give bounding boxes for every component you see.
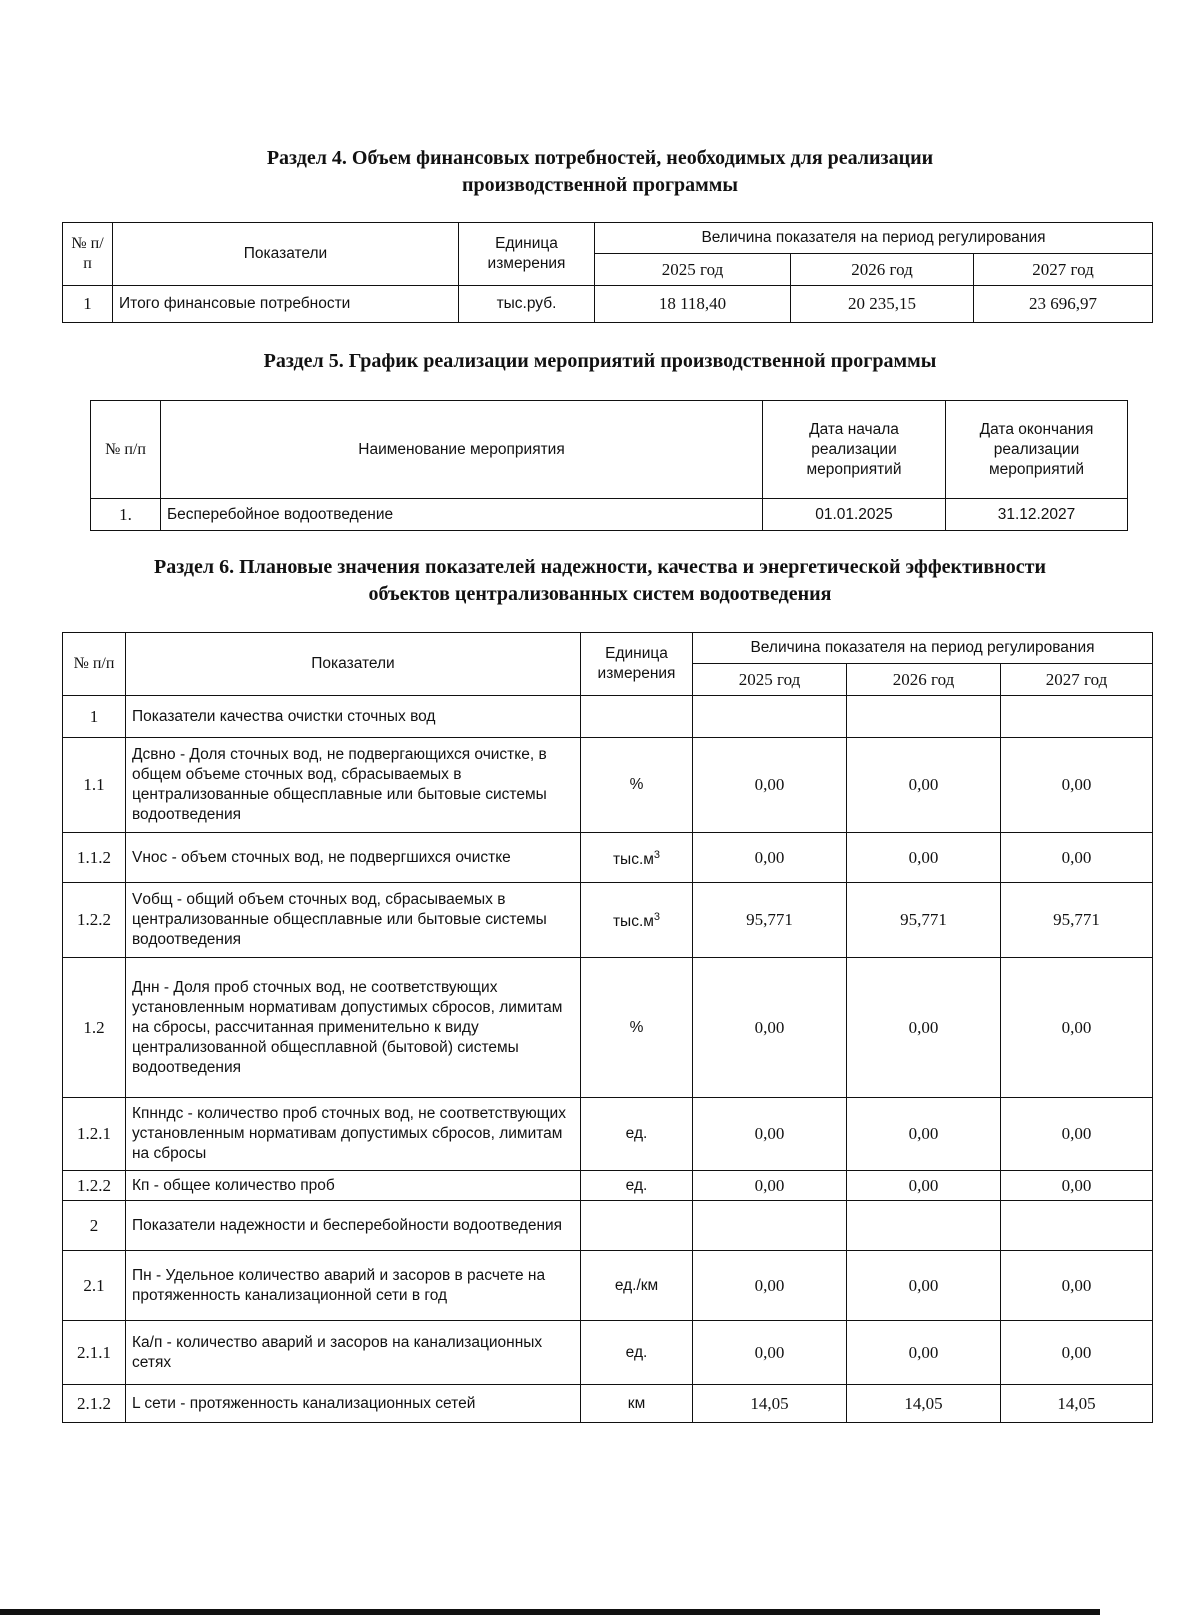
row-value: [693, 1171, 847, 1201]
row-value: [1001, 1251, 1153, 1321]
schedule-table: [90, 400, 1128, 531]
row-value: [847, 1201, 1001, 1251]
header-num: № п/п: [91, 401, 161, 499]
section5-title: Раздел 5. График реализации мероприятий производственной программы: [263, 350, 937, 372]
row-num-text: 2.1.2: [77, 1393, 111, 1413]
row-indicator: [126, 1201, 581, 1251]
row-num: [63, 833, 126, 883]
row-value-text: 0,00: [908, 1342, 939, 1362]
header-year: 2026 год: [847, 664, 1001, 696]
row-indicator-text: Vнос - объем сточных вод, не подвергшихся очистке: [132, 848, 511, 866]
row-unit: [581, 738, 693, 833]
financial-needs-table: [62, 222, 1153, 323]
row-name: Бесперебойное водоотведение: [161, 499, 763, 531]
row-value-text: 0,00: [754, 1017, 785, 1037]
row-value-text: 0,00: [754, 1175, 785, 1195]
row-value-text: 0,00: [908, 1124, 939, 1143]
table-row: [63, 958, 1153, 1098]
row-value: [693, 1321, 847, 1385]
table-row: [63, 1098, 1153, 1171]
row-value: [1001, 738, 1153, 833]
row-value-text: 0,00: [1061, 1017, 1092, 1037]
row-num-text: 1: [89, 706, 99, 726]
row-value: [847, 696, 1001, 738]
row-value: [693, 696, 847, 738]
table-row: [63, 883, 1153, 958]
section4-title-line2: производственной программы: [461, 174, 739, 196]
row-unit: тыс.руб.: [459, 286, 595, 323]
row-num: 1.: [91, 499, 161, 531]
row-value: [693, 1385, 847, 1423]
row-value: [1001, 1385, 1153, 1423]
table-row: [63, 833, 1153, 883]
row-value: [693, 738, 847, 833]
header-unit: Единица измерения: [459, 223, 595, 286]
row-value: [1001, 958, 1153, 1098]
row-value: 18 118,40: [595, 286, 791, 323]
row-value: [693, 833, 847, 883]
row-value: [847, 738, 1001, 833]
row-unit-text: тыс.м: [612, 913, 654, 931]
row-unit: [581, 1171, 693, 1201]
row-unit: [581, 1251, 693, 1321]
row-value-text: 0,00: [908, 1275, 939, 1295]
row-num-text: 2.1: [83, 1275, 105, 1295]
row-num: [63, 883, 126, 958]
row-indicator: [126, 1251, 581, 1321]
section6-title-line1: Раздел 6. Плановые значения показателей надежности, качества и энергетической эффективности: [154, 556, 1046, 578]
header-year: 2027 год: [974, 254, 1153, 286]
header-year: 2027 год: [1001, 664, 1153, 696]
row-indicator-text: Дсвно - Доля сточных вод, не подвергающихся очистке, в общем объеме сточных вод, сбрасываемых в централизованные общесплавные или бытовые системы водоотведения: [132, 746, 547, 823]
row-indicator-text: Показатели надежности и бесперебойности водоотведения: [132, 1216, 563, 1234]
row-indicator-text: Ка/п - количество аварий и засоров на канализационных сетях: [132, 1333, 543, 1371]
row-value: [847, 1251, 1001, 1321]
row-value: [847, 1098, 1001, 1171]
row-value-text: 0,00: [908, 775, 939, 794]
row-unit: [581, 1098, 693, 1171]
row-indicator-text: Днн - Доля проб сточных вод, не соответствующих установленным нормативам допустимых сбросов, лимитам на сбросы, рассчитанная применительно к виду централизованной общесплавной (бытовой) системы водоотведения: [132, 978, 563, 1076]
row-value-text: 0,00: [754, 1124, 785, 1143]
row-num-text: 1.2: [83, 1017, 105, 1037]
row-unit-text: ед.: [625, 1125, 648, 1142]
row-value: [847, 1171, 1001, 1201]
row-value: [693, 1201, 847, 1251]
row-unit: [581, 1385, 693, 1423]
row-indicator: [126, 1171, 581, 1201]
table-row: [63, 738, 1153, 833]
row-indicator: [126, 696, 581, 738]
row-num-text: 1.1: [83, 775, 105, 794]
header-start: Дата начала реализации мероприятий: [763, 401, 946, 499]
reliability-indicators-table: [62, 632, 1153, 1423]
row-unit-text: ед.: [625, 1176, 648, 1194]
section4-title: [0, 145, 1200, 199]
row-value: [1001, 1321, 1153, 1385]
table-row: [63, 1321, 1153, 1385]
row-unit: [581, 883, 693, 958]
row-unit-text: %: [629, 1018, 644, 1036]
table-row: [63, 286, 1153, 323]
row-num-text: 1.2.1: [77, 1124, 111, 1143]
row-value-text: 0,00: [1061, 775, 1092, 794]
row-end: 31.12.2027: [946, 499, 1128, 531]
table-row: [63, 696, 1153, 738]
row-indicator: [126, 958, 581, 1098]
row-num-text: 1.2.2: [77, 1175, 111, 1195]
row-unit: [581, 1321, 693, 1385]
row-value-text: 0,00: [754, 847, 785, 867]
table-row: [91, 499, 1128, 531]
header-name: Наименование мероприятия: [161, 401, 763, 499]
row-value: [693, 1098, 847, 1171]
row-value: [847, 958, 1001, 1098]
row-value: 23 696,97: [974, 286, 1153, 323]
header-period: Величина показателя на период регулирования: [693, 633, 1153, 664]
row-value-text: 95,771: [1053, 910, 1100, 929]
header-indicator: Показатели: [126, 633, 581, 696]
scan-edge: [0, 1609, 1100, 1615]
row-value: [693, 958, 847, 1098]
section4-title-line1: Раздел 4. Объем финансовых потребностей, необходимых для реализации: [266, 147, 934, 169]
header-year: 2025 год: [595, 254, 791, 286]
row-unit: [581, 833, 693, 883]
header-unit: Единица измерения: [581, 633, 693, 696]
row-value-text: 0,00: [754, 1342, 785, 1362]
header-year: 2025 год: [693, 664, 847, 696]
header-indicator: Показатели: [113, 223, 459, 286]
header-period: Величина показателя на период регулирования: [595, 223, 1153, 254]
row-unit-text: ед./км: [614, 1276, 659, 1294]
row-num-text: 1.2.2: [77, 910, 111, 929]
row-value-text: 0,00: [754, 775, 785, 794]
row-value: [1001, 1171, 1153, 1201]
row-indicator-text: L сети - протяженность канализационных сетей: [132, 1394, 476, 1412]
row-unit: [581, 1201, 693, 1251]
row-unit-text: ед.: [625, 1343, 648, 1361]
row-value: [1001, 833, 1153, 883]
row-indicator-text: Показатели качества очистки сточных вод: [132, 707, 436, 725]
row-value-text: 14,05: [750, 1393, 789, 1413]
row-indicator-text: Пн - Удельное количество аварий и засоров в расчете на протяженность канализационной сети в год: [132, 1266, 546, 1304]
row-indicator-text: Кп - общее количество проб: [132, 1176, 335, 1194]
row-value: [693, 883, 847, 958]
row-unit-text: %: [629, 776, 644, 793]
section6-title-line2: объектов централизованных систем водоотведения: [368, 583, 832, 605]
row-unit-text: км: [627, 1394, 646, 1412]
row-value: [693, 1251, 847, 1321]
row-value-text: 0,00: [908, 1175, 939, 1195]
row-indicator: [126, 738, 581, 833]
row-start: 01.01.2025: [763, 499, 946, 531]
row-unit: [581, 696, 693, 738]
header-year: 2026 год: [791, 254, 974, 286]
header-num: № п/п: [63, 633, 126, 696]
row-num: [63, 958, 126, 1098]
table-row: [63, 1171, 1153, 1201]
row-value: [1001, 696, 1153, 738]
row-value-text: 0,00: [1061, 1175, 1092, 1195]
row-value-text: 0,00: [908, 847, 939, 867]
row-value-text: 0,00: [1061, 847, 1092, 867]
row-value-text: 0,00: [1061, 1124, 1092, 1143]
row-indicator: [126, 1385, 581, 1423]
unit-superscript: 3: [653, 848, 661, 861]
table-row: [63, 1201, 1153, 1251]
row-num: [63, 1385, 126, 1423]
section6-title: [0, 554, 1200, 608]
row-value-text: 0,00: [754, 1275, 785, 1295]
table-row: [63, 1385, 1153, 1423]
row-indicator: Итого финансовые потребности: [113, 286, 459, 323]
row-value: [847, 1385, 1001, 1423]
row-indicator: [126, 1098, 581, 1171]
row-unit-text: тыс.м: [612, 851, 654, 869]
header-end: Дата окончания реализации мероприятий: [946, 401, 1128, 499]
row-value: [1001, 1201, 1153, 1251]
row-value-text: 0,00: [1061, 1342, 1092, 1362]
row-num: [63, 1201, 126, 1251]
row-indicator-text: Vобщ - общий объем сточных вод, сбрасываемых в централизованные общесплавные или бытовые системы водоотведения: [132, 891, 547, 948]
row-unit: [581, 958, 693, 1098]
header-num: № п/п: [63, 223, 113, 286]
row-num: [63, 1098, 126, 1171]
row-num: 1: [63, 286, 113, 323]
row-indicator-text: Кпнндс - количество проб сточных вод, не соответствующих установленным нормативам допустимых сбросов, лимитам на сбросы: [132, 1105, 566, 1162]
row-value-text: 14,05: [904, 1393, 943, 1413]
row-num: [63, 738, 126, 833]
row-value-text: 0,00: [908, 1017, 939, 1037]
table-row: [63, 1251, 1153, 1321]
row-indicator: [126, 1321, 581, 1385]
row-indicator: [126, 883, 581, 958]
row-value: [847, 833, 1001, 883]
unit-superscript: 3: [653, 911, 661, 924]
row-num: [63, 1251, 126, 1321]
row-num-text: 2.1.1: [77, 1342, 111, 1362]
row-value-text: 14,05: [1057, 1393, 1096, 1413]
row-num-text: 1.1.2: [77, 847, 111, 867]
row-num: [63, 1321, 126, 1385]
row-indicator: [126, 833, 581, 883]
row-value: [847, 1321, 1001, 1385]
row-value-text: 95,771: [746, 910, 793, 929]
row-num-text: 2: [89, 1215, 99, 1235]
row-value: [847, 883, 1001, 958]
row-num: [63, 696, 126, 738]
row-value: [1001, 1098, 1153, 1171]
row-value: [1001, 883, 1153, 958]
row-num: [63, 1171, 126, 1201]
row-value-text: 0,00: [1061, 1275, 1092, 1295]
row-value-text: 95,771: [900, 910, 947, 929]
row-value: 20 235,15: [791, 286, 974, 323]
